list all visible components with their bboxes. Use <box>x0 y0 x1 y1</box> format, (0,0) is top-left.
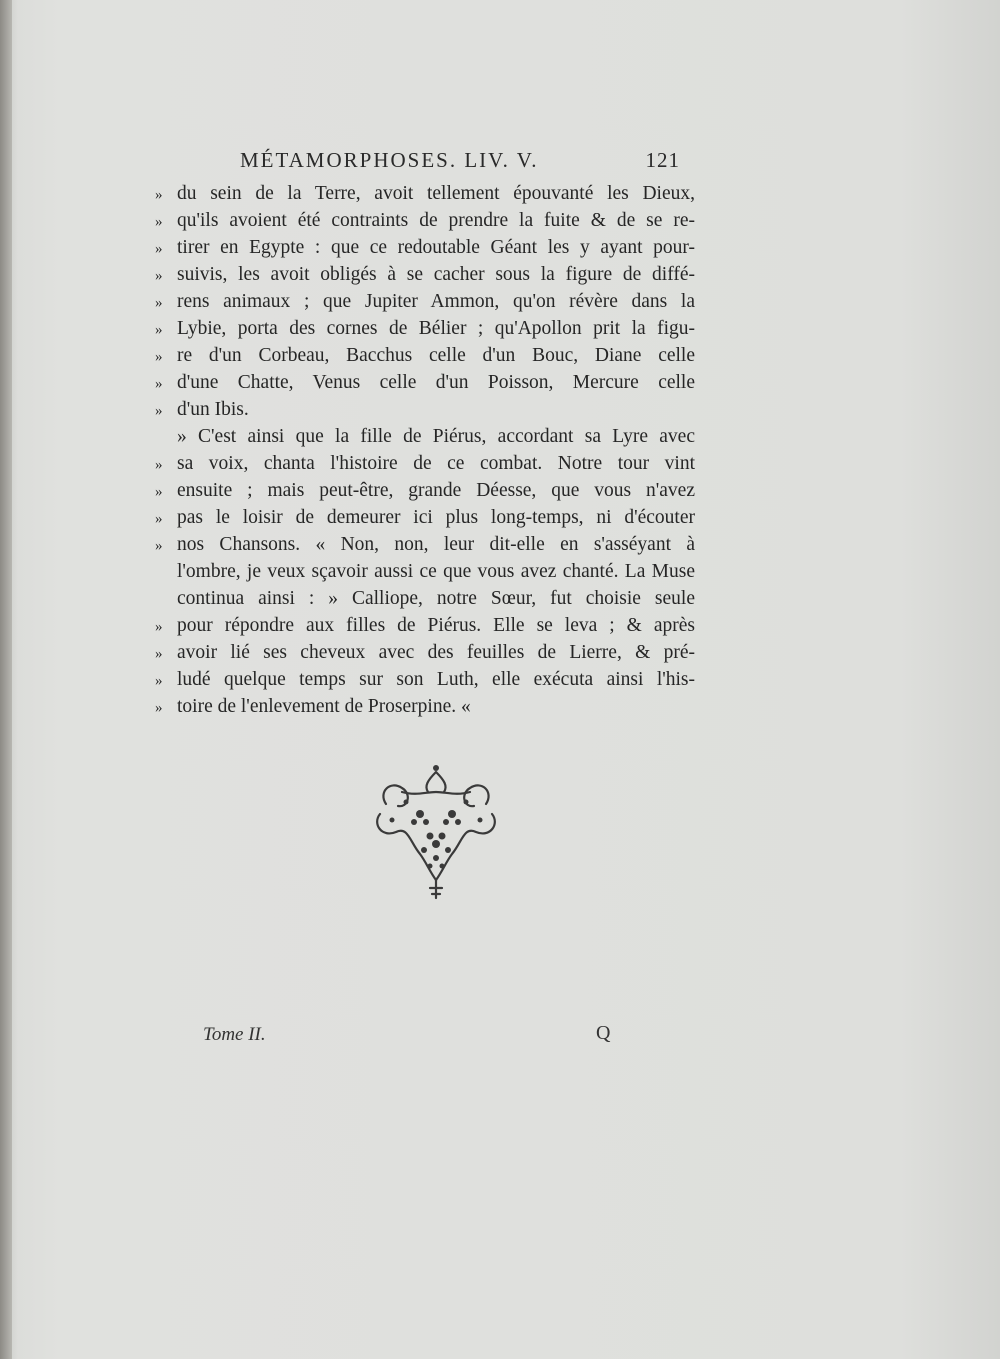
line-text: d'une Chatte, Venus celle d'un Poisson, Mercure celle <box>177 372 695 393</box>
line-text: avoir lié ses cheveux avec des feuilles de Lierre, & pré- <box>177 642 695 663</box>
running-header <box>240 148 680 178</box>
line-text: sa voix, chanta l'histoire de ce combat. Notre tour vint <box>177 453 695 474</box>
text-line <box>155 477 695 504</box>
text-line <box>155 369 695 396</box>
line-text: pour répondre aux filles de Piérus. Elle se leva ; & après <box>177 615 695 636</box>
quotation-mark: » <box>155 619 163 635</box>
text-line <box>155 450 695 477</box>
text-line <box>155 261 695 288</box>
quotation-mark: » <box>155 241 163 257</box>
quotation-mark: » <box>155 511 163 527</box>
quotation-mark: » <box>155 673 163 689</box>
fleuron-ornament <box>368 762 504 902</box>
quotation-mark: » <box>155 457 163 473</box>
line-text: l'ombre, je veux sçavoir aussi ce que vous avez chanté. La Muse <box>177 561 695 582</box>
text-line <box>155 207 695 234</box>
text-line <box>155 396 695 423</box>
text-line <box>155 315 695 342</box>
page-number: 121 <box>645 148 680 172</box>
line-text: du sein de la Terre, avoit tellement épouvanté les Dieux, <box>177 183 695 204</box>
text-line <box>155 666 695 693</box>
text-line <box>155 234 695 261</box>
text-line <box>155 612 695 639</box>
line-text: suivis, les avoit obligés à se cacher sous la figure de diffé- <box>177 264 695 285</box>
quotation-mark: » <box>155 349 163 365</box>
line-text: toire de l'enlevement de Proserpine. « <box>177 696 471 717</box>
line-text: continua ainsi : » Calliope, notre Sœur, fut choisie seule <box>177 588 695 609</box>
quotation-mark: » <box>155 646 163 662</box>
text-line <box>155 693 695 720</box>
text-line <box>155 180 695 207</box>
page-binding-edge <box>0 0 12 1359</box>
quotation-mark: » <box>155 538 163 554</box>
line-text: » C'est ainsi que la fille de Piérus, accordant sa Lyre avec <box>177 426 695 447</box>
line-text: rens animaux ; que Jupiter Ammon, qu'on révère dans la <box>177 291 695 312</box>
text-line <box>155 585 695 612</box>
gathering-letter: Q <box>596 1022 611 1044</box>
line-text: ludé quelque temps sur son Luth, elle exécuta ainsi l'his- <box>177 669 695 690</box>
quotation-mark: » <box>155 214 163 230</box>
quotation-mark: » <box>155 187 163 203</box>
text-line <box>155 531 695 558</box>
line-text: qu'ils avoient été contraints de prendre la fuite & de se re- <box>177 210 695 231</box>
text-line <box>155 423 695 450</box>
line-text: Lybie, porta des cornes de Bélier ; qu'Apollon prit la figu- <box>177 318 695 339</box>
line-text: pas le loisir de demeurer ici plus long-temps, ni d'écouter <box>177 507 695 528</box>
line-text: ensuite ; mais peut-être, grande Déesse, que vous n'avez <box>177 480 695 501</box>
line-text: nos Chansons. « Non, non, leur dit-elle en s'asséyant à <box>177 534 695 555</box>
quotation-mark: » <box>155 484 163 500</box>
signature-mark: Tome II. <box>203 1024 266 1045</box>
text-line <box>155 504 695 531</box>
line-text: tirer en Egypte : que ce redoutable Géant les y ayant pour- <box>177 237 695 258</box>
quotation-mark: » <box>155 295 163 311</box>
quotation-mark: » <box>155 268 163 284</box>
line-text: re d'un Corbeau, Bacchus celle d'un Bouc, Diane celle <box>177 345 695 366</box>
text-line <box>155 288 695 315</box>
body-text <box>155 180 695 720</box>
quotation-mark: » <box>155 322 163 338</box>
text-line <box>155 639 695 666</box>
quotation-mark: » <box>155 700 163 716</box>
running-title: MÉTAMORPHOSES. LIV. V. <box>240 148 539 172</box>
text-line <box>155 558 695 585</box>
quotation-mark: » <box>155 376 163 392</box>
line-text: d'un Ibis. <box>177 399 249 420</box>
quotation-mark: » <box>155 403 163 419</box>
text-line <box>155 342 695 369</box>
